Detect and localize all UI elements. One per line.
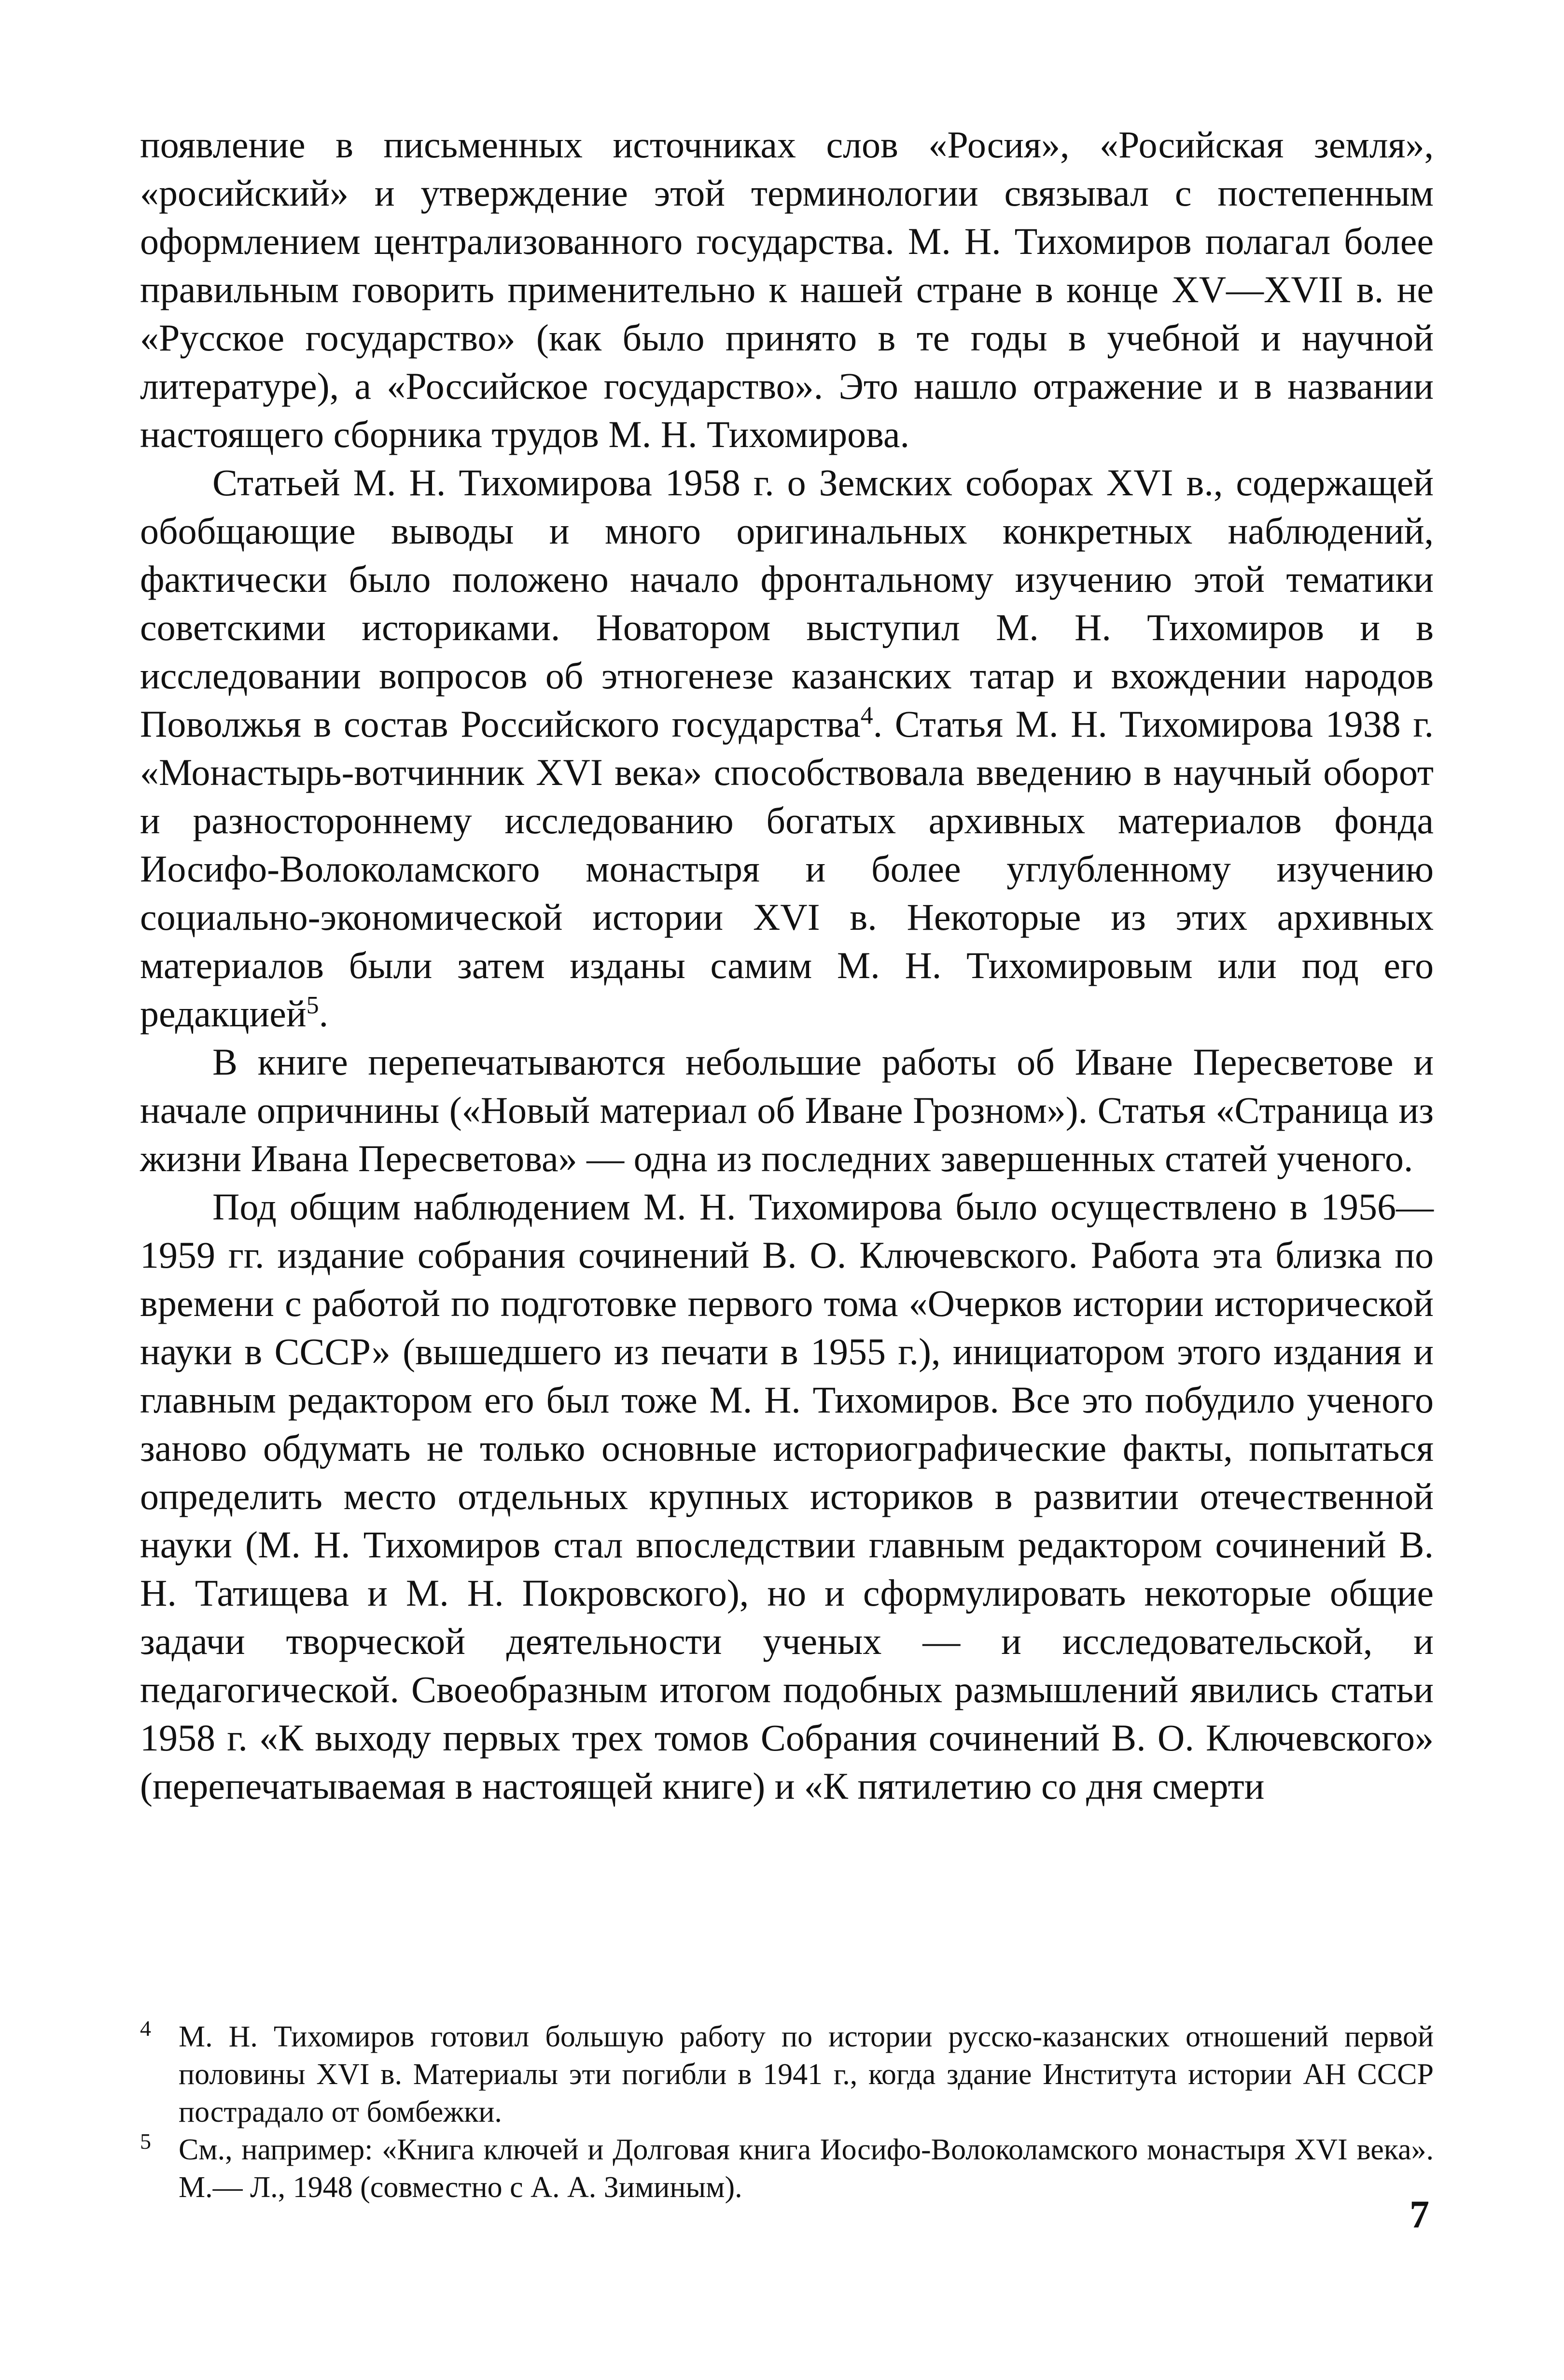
paragraph-2-text-c: . [319, 993, 329, 1035]
footnote-text: М. Н. Тихомиров готовил большую работу по истории русско-казанских отношений первой половины XVI в. Материалы эти погибли в 1941 г., когда здание Института истории АН СССР пострадало от бомбежки. [179, 2020, 1434, 2128]
page-number: 7 [1410, 2192, 1429, 2236]
footnote-4: 4 М. Н. Тихомиров готовил большую работу по истории русско-казанских отношений первой половины XVI в. Материалы эти погибли в 1941 г., когда здание Института истории АН СССР пострадало от бомбежки. [140, 2016, 1434, 2128]
footnotes [140, 2018, 1434, 2206]
footnote-ref-5: 5 [306, 992, 319, 1019]
paragraph-4: Под общим наблюдением М. Н. Тихомирова было осуществлено в 1956—1959 гг. издание собрания сочинений В. О. Ключевского. Работа эта близка по времени с работой по подготовке первого тома «Очерков истории исторической науки в СССР» (вышедшего из печати в 1955 г.), инициатором этого издания и главным редактором его был тоже М. Н. Тихомиров. Все это побудило ученого заново обдумать не только основные историографические факты, попытаться определить место отдельных крупных историков в развитии отечественной науки (М. Н. Тихомиров стал впоследствии главным редактором сочинений В. Н. Татищева и М. Н. Покровского), но и сформулировать некоторые общие задачи творческой деятельности ученых — и исследовательской, и педагогической. Своеобразным итогом подобных размышлений явились статьи 1958 г. «К выходу первых трех томов Собрания сочинений В. О. Ключевского» (перепечатываемая в настоящей книге) и «К пятилетию со дня смерти [140, 1186, 1434, 1807]
footnote-ref-4: 4 [860, 702, 873, 729]
paragraph-2-text-b: . Статья М. Н. Тихомирова 1938 г. «Монастырь-вотчинник XVI века» способствовала введению в научный оборот и разностороннему исследованию богатых архивных материалов фонда Иосифо-Волоколамского монастыря и более углубленному изучению социально-экономической истории XVI в. Некоторые из этих архивных материалов были затем изданы самим М. Н. Тихомировым или под его редакцией [140, 703, 1434, 1035]
footnote-text: См., например: «Книга ключей и Долговая книга Иосифо-Волоколамского монастыря XVI века». М.— Л., 1948 (совместно с А. А. Зиминым). [179, 2133, 1434, 2204]
paragraph-2-text-a: Статьей М. Н. Тихомирова 1958 г. о Земских соборах XVI в., содержащей обобщающие выводы и много оригинальных конкретных наблюдений, фактически было положено начало фронтальному изучению этой тематики советскими историками. Новатором выступил М. Н. Тихомиров и в исследовании вопросов об этногенезе казанских татар и вхождении народов Поволжья в состав Российского государства [140, 462, 1434, 745]
paragraph-1: появление в письменных источниках слов «Росия», «Росийская земля», «росийский» и утверждение этой терминологии связывал с постепенным оформлением централизованного государства. М. Н. Тихомиров полагал более правильным говорить применительно к нашей стране в конце XV—XVII в. не «Русское государство» (как было принято в те годы в учебной и научной литературе), а «Российское государство». Это нашло отражение и в названии настоящего сборника трудов М. Н. Тихомирова. [140, 124, 1434, 455]
paragraph-2 [140, 459, 1434, 1038]
footnote-5: 5 См., например: «Книга ключей и Долговая книга Иосифо-Волоколамского монастыря XVI века». М.— Л., 1948 (совместно с А. А. Зиминым). [140, 2129, 1434, 2204]
paragraph-3: В книге перепечатываются небольшие работы об Иване Пересветове и начале опричнины («Новый материал об Иване Грозном»). Статья «Страница из жизни Ивана Пересветова» — одна из последних завершенных статей ученого. [140, 1041, 1434, 1179]
main-text [140, 121, 1434, 1810]
